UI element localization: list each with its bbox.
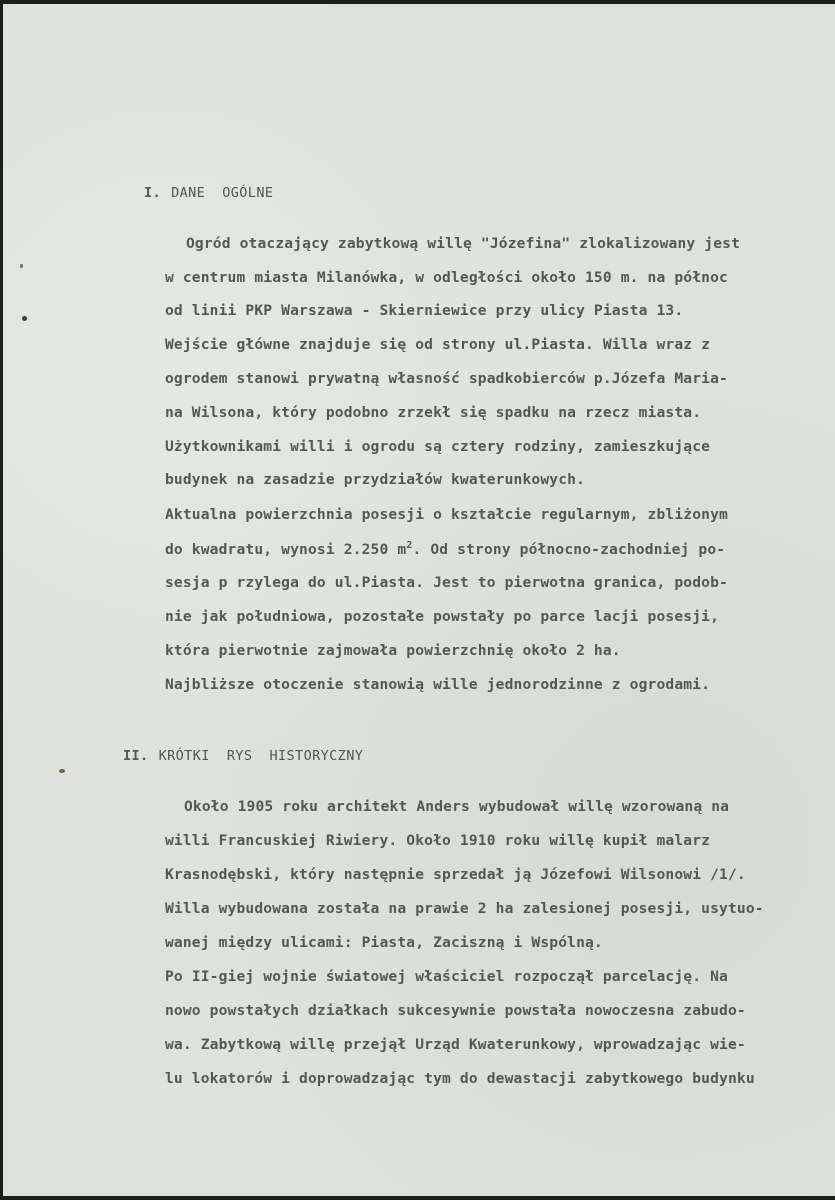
text-line: od linii PKP Warszawa - Skierniewice przy ulicy Piasta 13.	[165, 302, 684, 319]
text-line: nie jak południowa, pozostałe powstały po parce lacji posesji,	[165, 608, 720, 625]
punch-mark	[22, 316, 27, 321]
paper-stain	[59, 769, 65, 773]
section-number: II.	[123, 748, 149, 764]
text-line: Ogród otaczający zabytkową willę "Józefina" zlokalizowany jest	[186, 235, 741, 252]
text-line: willi Francuskiej Riwiery. Około 1910 roku willę kupił malarz	[165, 832, 711, 849]
text-line: ogrodem stanowi prywatną własność spadkobierców p.Józefa Maria-	[165, 370, 728, 387]
area-superscript: 2	[406, 540, 413, 551]
text-line: Najbliższe otoczenie stanowią wille jednorodzinne z ogrodami.	[165, 676, 711, 693]
section-heading-2	[123, 748, 363, 764]
text-line: Około 1905 roku architekt Anders wybudował willę wzorowaną na	[184, 798, 730, 815]
text-line: w centrum miasta Milanówka, w odległości około 150 m. na północ	[165, 269, 728, 286]
text-line: Krasnodębski, który następnie sprzedał ją Józefowi Wilsonowi /1/.	[165, 866, 746, 883]
text-line: która pierwotnie zajmowała powierzchnię około 2 ha.	[165, 642, 621, 659]
text-line: lu lokatorów i doprowadzając tym do dewastacji zabytkowego budynku	[165, 1070, 755, 1087]
section-title: KRÓTKI RYS HISTORYCZNY	[158, 748, 364, 764]
section-number: I.	[144, 185, 162, 201]
text-line: Wejście główne znajduje się od strony ul.Piasta. Willa wraz z	[165, 336, 711, 353]
text-line: Willa wybudowana została na prawie 2 ha zalesionej posesji, usytuo-	[165, 900, 764, 917]
paper-speck	[20, 264, 23, 268]
text-line-area	[165, 540, 725, 558]
area-line-rest: . Od strony północno-zachodniej po-	[412, 541, 726, 558]
text-line: budynek na zasadzie przydziałów kwaterunkowych.	[165, 471, 586, 488]
text-line: wanej między ulicami: Piasta, Zaciszną i Wspólną.	[165, 934, 603, 951]
typewritten-page	[3, 4, 835, 1196]
section-title: DANE OGÓLNE	[171, 185, 274, 201]
text-line: na Wilsona, który podobno zrzekł się spadku na rzecz miasta.	[165, 404, 702, 421]
text-line: sesja p rzylega do ul.Piasta. Jest to pierwotna granica, podob-	[165, 574, 728, 591]
text-line: Po II-giej wojnie światowej właściciel rozpoczął parcelację. Na	[165, 968, 728, 985]
area-value: do kwadratu, wynosi 2.250 m	[165, 541, 407, 558]
text-line: wa. Zabytkową willę przejął Urząd Kwaterunkowy, wprowadzając wie-	[165, 1036, 746, 1053]
text-line: Aktualna powierzchnia posesji o kształcie regularnym, zbliżonym	[165, 506, 728, 523]
section-heading-1	[144, 185, 273, 201]
text-line: Użytkownikami willi i ogrodu są cztery rodziny, zamieszkujące	[165, 438, 711, 455]
text-line: nowo powstałych działkach sukcesywnie powstała nowoczesna zabudo-	[165, 1002, 746, 1019]
